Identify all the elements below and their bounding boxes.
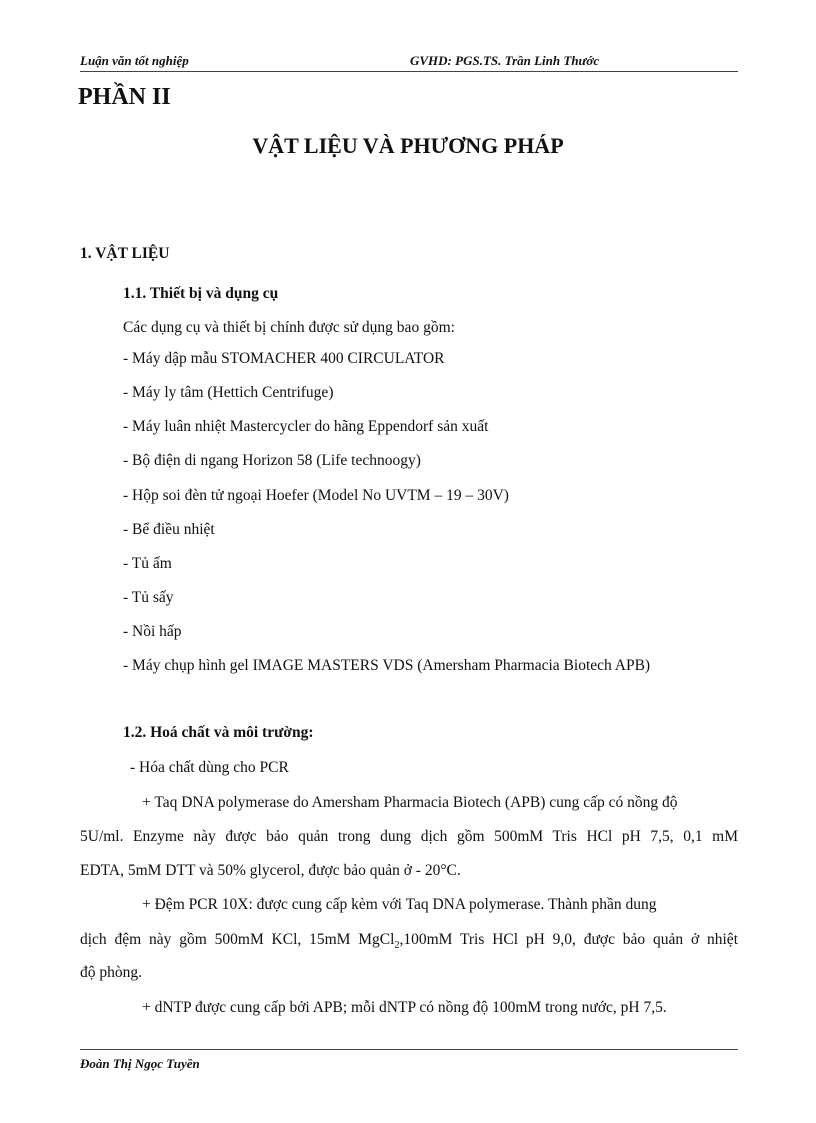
taq-paragraph-line2: 5U/ml. Enzyme này được bảo quản trong dung dịch gồm 500mM Tris HCl pH 7,5, 0,1 mM bbox=[80, 828, 738, 845]
equipment-intro: Các dụng cụ và thiết bị chính được sử dụng bao gồm: bbox=[123, 319, 455, 336]
list-item: - Máy ly tâm (Hettich Centrifuge) bbox=[123, 384, 334, 401]
page-title: VẬT LIỆU VÀ PHƯƠNG PHÁP bbox=[252, 133, 564, 158]
footer-divider bbox=[80, 1049, 738, 1050]
list-item: - Máy chụp hình gel IMAGE MASTERS VDS (Amersham Pharmacia Biotech APB) bbox=[123, 657, 651, 674]
list-item: - Máy dập mẫu STOMACHER 400 CIRCULATOR bbox=[123, 350, 445, 367]
taq-paragraph-line1: + Taq DNA polymerase do Amersham Pharmacia Biotech (APB) cung cấp có nồng độ bbox=[142, 794, 678, 811]
buffer-subscript: 2 bbox=[394, 940, 400, 952]
header-advisor: GVHD: PGS.TS. Trần Linh Thước bbox=[410, 53, 600, 68]
list-item: - Nồi hấp bbox=[123, 623, 182, 640]
subsection-heading-chemicals: 1.2. Hoá chất và môi trường: bbox=[123, 724, 314, 741]
subsection-heading-equipment: 1.1. Thiết bị và dụng cụ bbox=[123, 285, 279, 302]
list-item: - Bể điều nhiệt bbox=[123, 521, 215, 538]
list-item: - Máy luân nhiệt Mastercycler do hãng Eppendorf sản xuất bbox=[123, 418, 489, 435]
section-heading-materials: 1. VẬT LIỆU bbox=[80, 245, 170, 262]
buffer-paragraph-line1: + Đệm PCR 10X: được cung cấp kèm với Taq DNA polymerase. Thành phần dung bbox=[142, 896, 657, 913]
buffer-text-b: ,100mM Tris HCl pH 9,0, được bảo quản ở nhiệt bbox=[399, 931, 738, 948]
buffer-paragraph-line2 bbox=[80, 929, 738, 951]
list-item: - Bộ điện di ngang Horizon 58 (Life technoogy) bbox=[123, 452, 421, 469]
buffer-paragraph-line3: độ phòng. bbox=[80, 964, 142, 981]
footer-author: Đoàn Thị Ngọc Tuyền bbox=[80, 1056, 200, 1071]
pcr-chemicals-label: - Hóa chất dùng cho PCR bbox=[130, 759, 289, 776]
list-item: - Hộp soi đèn tử ngoại Hoefer (Model No UVTM – 19 – 30V) bbox=[123, 487, 509, 504]
list-item: - Tủ sấy bbox=[123, 589, 174, 606]
header-divider bbox=[80, 71, 738, 72]
header-thesis-label: Luận văn tốt nghiệp bbox=[80, 53, 189, 68]
dntp-paragraph: + dNTP được cung cấp bởi APB; mỗi dNTP có nồng độ 100mM trong nước, pH 7,5. bbox=[142, 999, 667, 1016]
part-label: PHẦN II bbox=[78, 84, 171, 110]
taq-paragraph-line3: EDTA, 5mM DTT và 50% glycerol, được bảo quản ở - 20°C. bbox=[80, 862, 461, 879]
buffer-text-a: dịch đệm này gồm 500mM KCl, 15mM MgCl bbox=[80, 931, 395, 948]
list-item: - Tủ ấm bbox=[123, 555, 172, 572]
